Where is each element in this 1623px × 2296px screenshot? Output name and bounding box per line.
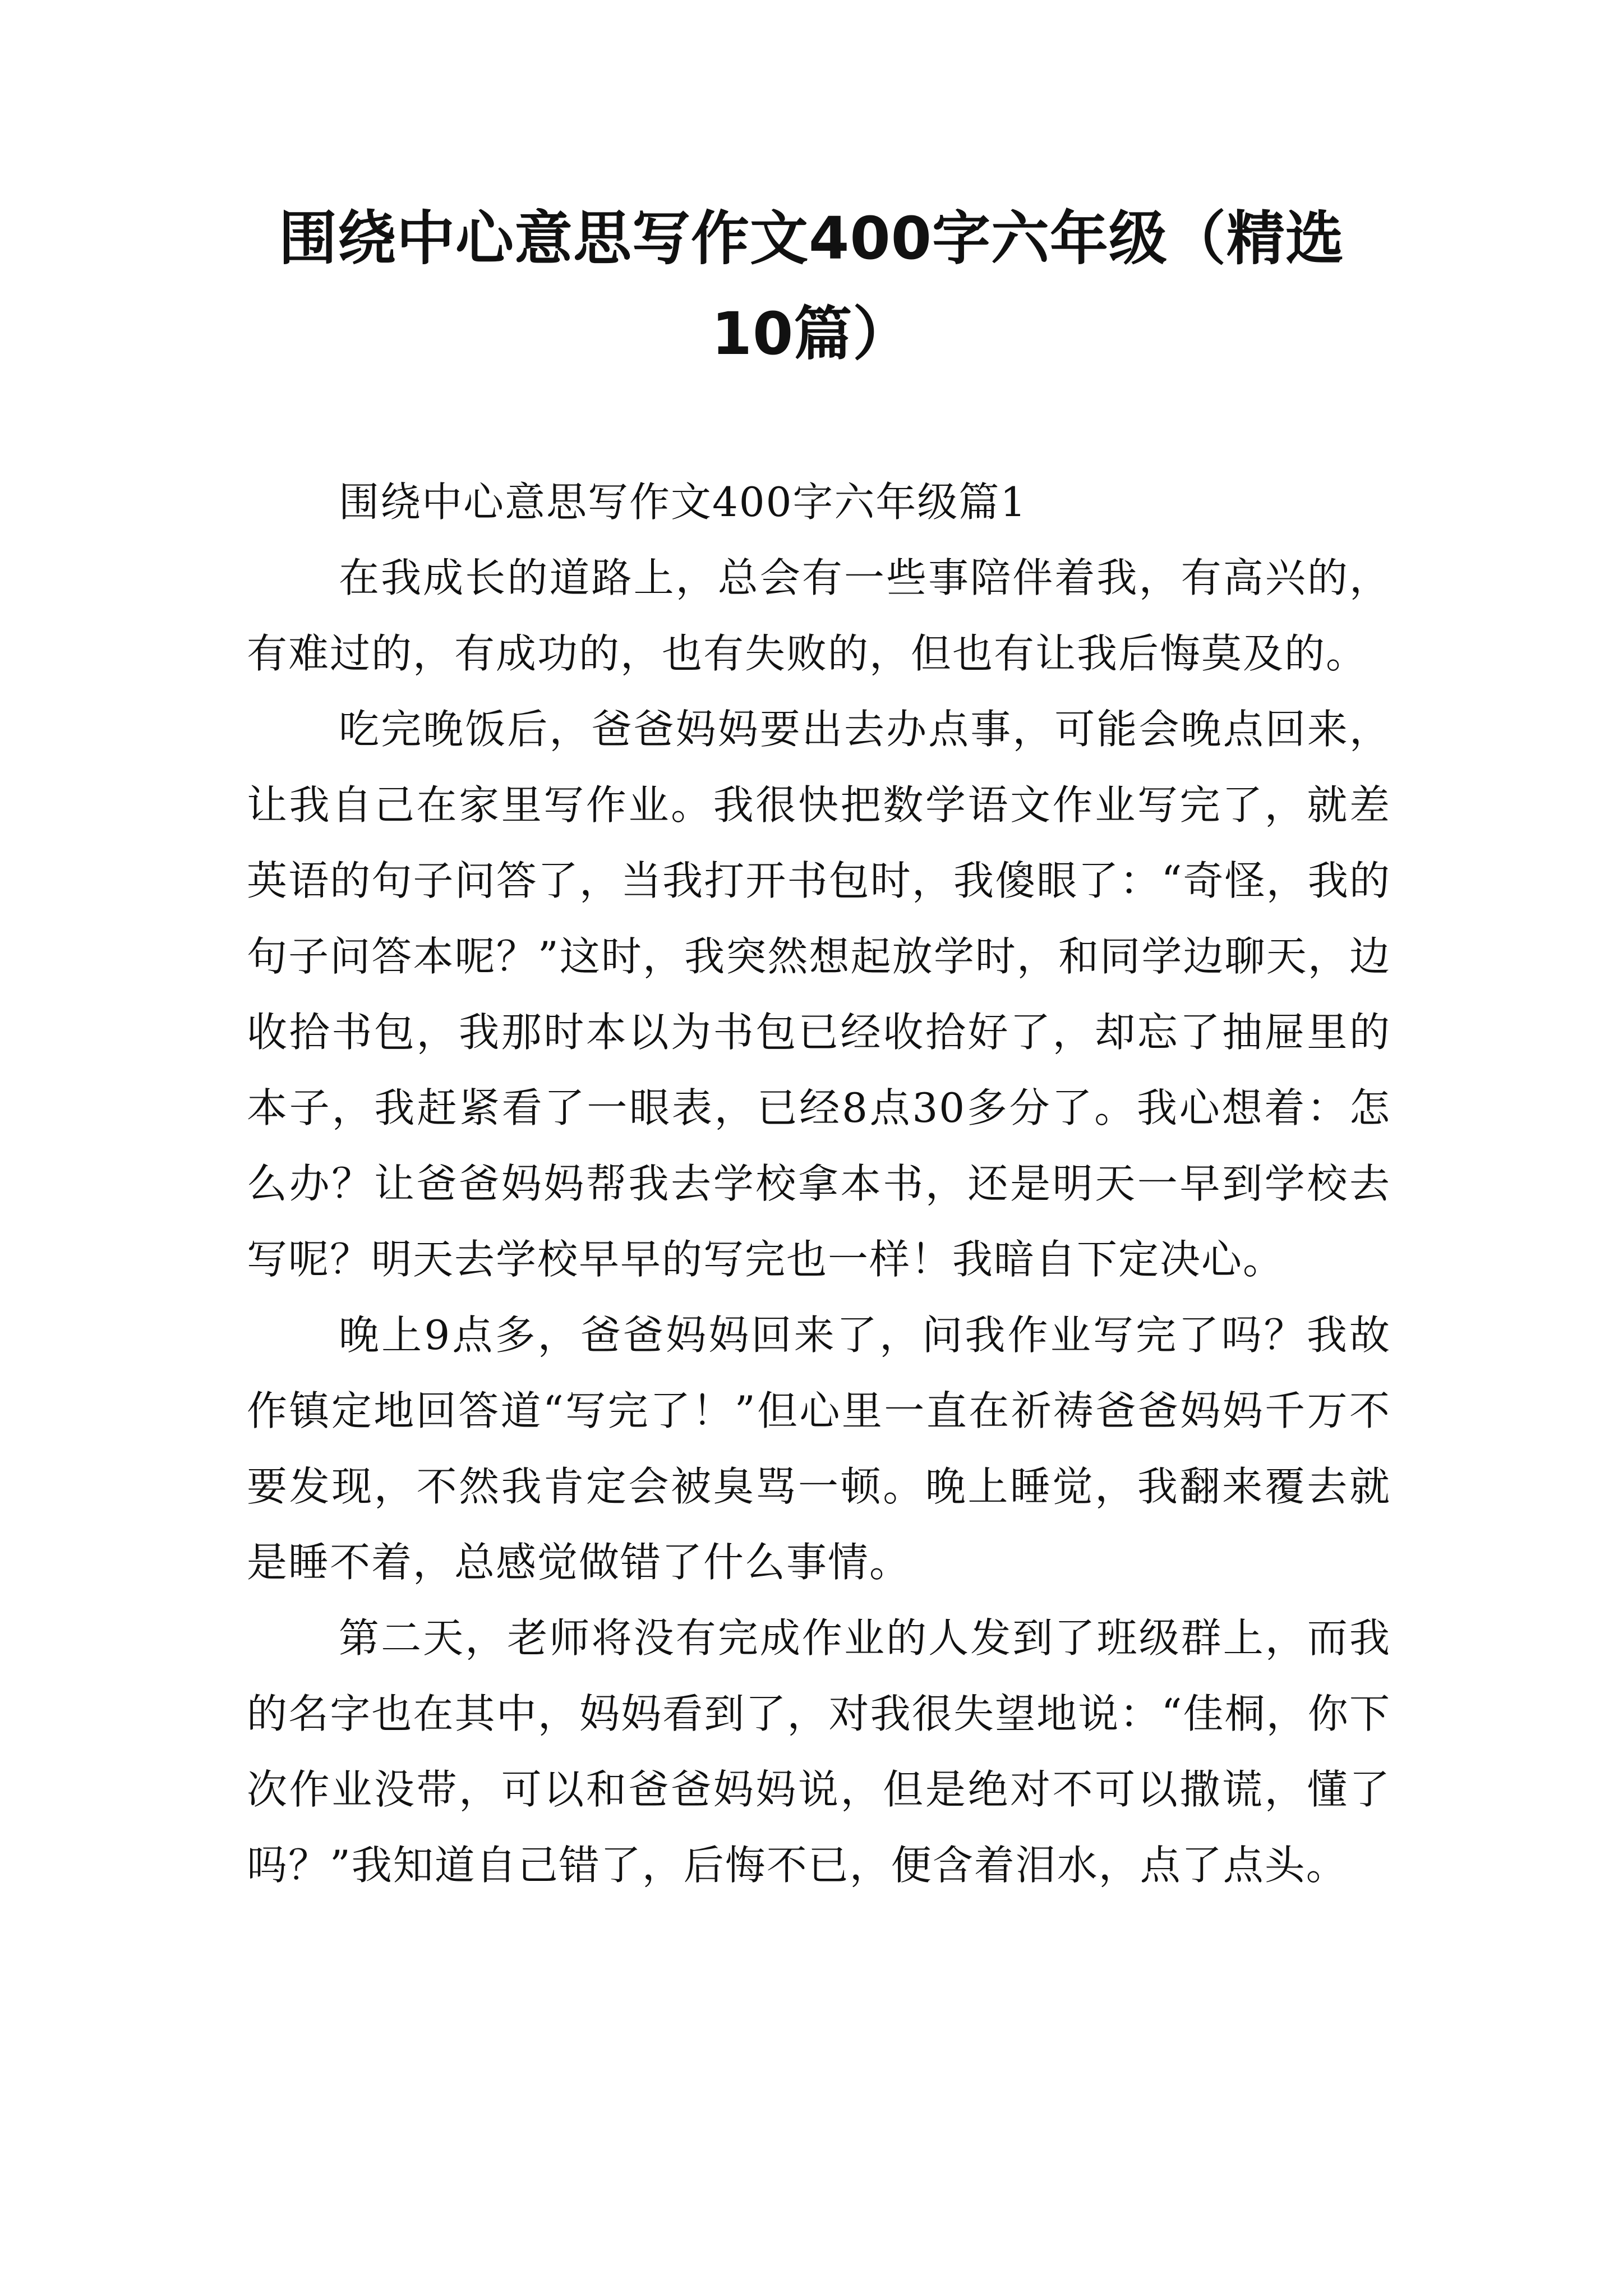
document-body [247,464,1391,1903]
paragraph: 晚上9点多，爸爸妈妈回来了，问我作业写完了吗？我故作镇定地回答道“写完了！”但心里一直在祈祷爸爸妈妈千万不要发现，不然我肯定会被臭骂一顿。晚上睡觉，我翻来覆去就是睡不着，总感觉做错了什么事情。 [247,1312,1391,1586]
paragraph: 吃完晚饭后，爸爸妈妈要出去办点事，可能会晚点回来，让我自己在家里写作业。我很快把数学语文作业写完了，就差英语的句子问答了，当我打开书包时，我傻眼了：“奇怪，我的句子问答本呢？”这时，我突然想起放学时，和同学边聊天，边收拾书包，我那时本以为书包已经收拾好了，却忘了抽屉里的本子，我赶紧看了一眼表，已经8点30多分了。我心想着：怎么办？让爸爸妈妈帮我去学校拿本书，还是明天一早到学校去写呢？明天去学校早早的写完也一样！我暗自下定决心。 [247,706,1391,1283]
paragraph: 在我成长的道路上，总会有一些事陪伴着我，有高兴的，有难过的，有成功的，也有失败的，但也有让我后悔莫及的。 [247,554,1391,677]
section-heading: 围绕中心意思写作文400字六年级篇1 [339,478,1027,526]
paragraph: 第二天，老师将没有完成作业的人发到了班级群上，而我的名字也在其中，妈妈看到了，对我很失望地说：“佳桐，你下次作业没带，可以和爸爸妈妈说，但是绝对不可以撒谎，懂了吗？”我知道自己错了，后悔不已，便含着泪水，点了点头。 [247,1614,1391,1889]
document-title: 围绕中心意思写作文400字六年级（精选10篇） [278,204,1345,368]
